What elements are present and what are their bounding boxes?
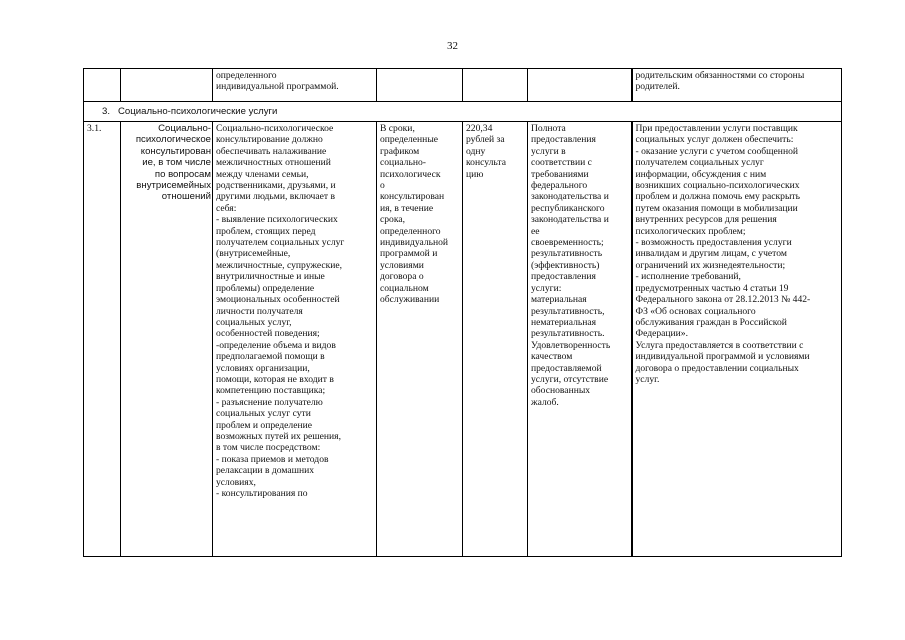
service-name: Социально- психологическое консультирован ие, в том числе по вопросам внутрисемейных отношений <box>121 122 213 557</box>
cell-prev-program: определенного индивидуальной программой. <box>213 69 377 102</box>
cell-empty <box>528 69 632 102</box>
services-table <box>83 68 842 557</box>
service-conditions: При предоставлении услуги поставщик социальных услуг должен обеспечить: - оказание услуги с учетом сообщенной получателем социальных услуг информации, обсуждения с ним возникших социально-психологических проблем и должна помочь ему раскрыть путем оказания помощи в мобилизации внутренних ресурсов для решения психологических проблем; - возможность предоставления услуги инвалидам и другим лицам, с учетом ограничений их жизнедеятельности; - исполнение требований, предусмотренных частью 4 статьи 19 Федерального закона от 28.12.2013 № 442- ФЗ «Об основах социального обслуживания граждан в Российской Федерации». Услуга предоставляется в соответствии с индивидуальной программой и условиями договора о предоставлении социальных услуг. <box>632 122 842 557</box>
section-number: 3. <box>101 105 110 117</box>
section-title: Социально-психологические услуги <box>118 105 278 117</box>
page-number: 32 <box>447 40 458 52</box>
cell-empty <box>377 69 463 102</box>
table-row-service <box>84 122 842 557</box>
cell-empty <box>121 69 213 102</box>
table-row-continuation <box>84 69 842 102</box>
service-price: 220,34 рублей за одну консульта цию <box>463 122 528 557</box>
service-number: 3.1. <box>84 122 121 557</box>
service-timing: В сроки, определенные графиком социально- психологическ о консультирован ия, в течение срока, определенного индивидуальной программой и условиями договора о социальном обслуживании <box>377 122 463 557</box>
cell-prev-result: родительским обязанностями со стороны родителей. <box>632 69 842 102</box>
cell-empty <box>84 69 121 102</box>
service-description: Социально-психологическое консультирование должно обеспечивать налаживание межличностных отношений между членами семьи, родственниками, друзьями, и другими людьми, включает в себя: - выявление психологических проблем, стоящих перед получателем социальных услуг (внутрисемейные, межличностные, супружеские, внутриличностные и иные проблемы) определение эмоциональных особенностей личности получателя социальных услуг, особенностей поведения; -определение объема и видов предполагаемой помощи в условиях организации, помощи, которая не входит в компетенцию поставщика; - разъяснение получателю социальных услуг сути проблем и определение возможных путей их решения, в том числе посредством: - показа приемов и методов релаксации в домашних условиях, - консультирования по <box>213 122 377 557</box>
section-header <box>84 102 842 122</box>
service-quality: Полнота предоставления услуги в соответствии с требованиями федерального законодательства и республиканского законодательства и ее своевременность; результативность (эффективность) предоставления услуги: материальная результативность, нематериальная результативность. Удовлетворенность качеством предоставляемой услуги, отсутствие обоснованных жалоб. <box>528 122 632 557</box>
cell-empty <box>463 69 528 102</box>
section-header-row <box>84 102 842 122</box>
